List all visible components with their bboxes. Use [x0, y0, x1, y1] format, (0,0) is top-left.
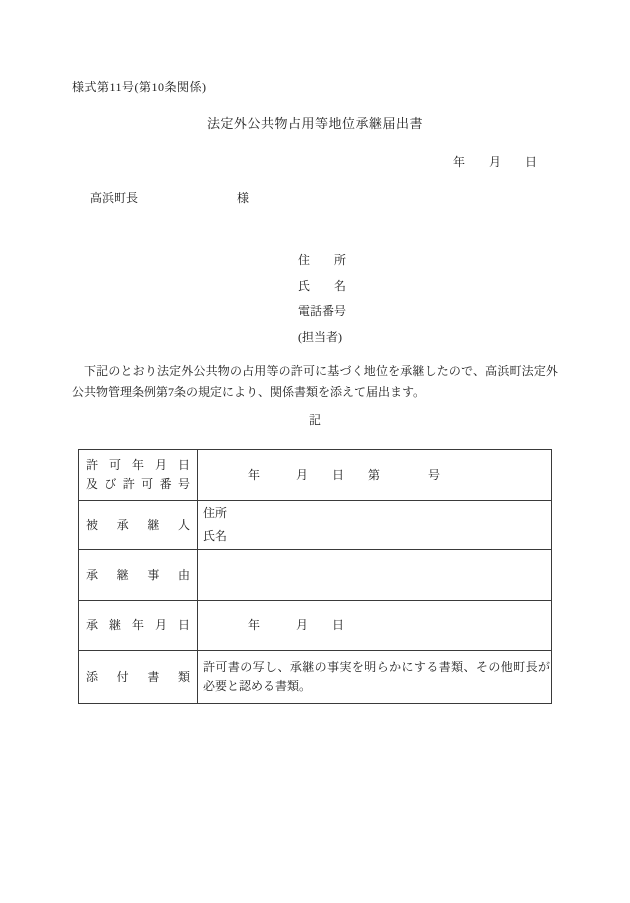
- document-title: 法定外公共物占用等地位承継届出書: [206, 116, 423, 131]
- sender-name-label: 氏 名: [298, 278, 347, 293]
- attachments-label-line: 添 付 書 類: [86, 669, 190, 684]
- table-row-succession-date: [79, 601, 552, 651]
- succession-reason-label-cell: [79, 550, 198, 601]
- attachments-label-cell: [79, 651, 198, 704]
- predecessor-name-label: 氏名: [203, 529, 228, 543]
- succession-date-label-cell: [79, 601, 198, 651]
- permit-table: [78, 449, 552, 704]
- predecessor-label-line: 被 承 継 人: [86, 517, 190, 532]
- table-row-predecessor: [79, 501, 552, 550]
- date-line: 年 月 日: [453, 155, 538, 169]
- addressee-honorific: 様: [237, 191, 250, 205]
- table-row-succession-reason: [79, 550, 552, 601]
- succession-reason-value-cell: [198, 550, 552, 601]
- succession-date-value: 年 月 日: [248, 618, 345, 632]
- predecessor-value-cell: [198, 501, 552, 550]
- permit-date-number-label-cell: [79, 450, 198, 501]
- table-row-permit-date-number: [79, 450, 552, 501]
- succession-reason-label-line: 承 継 事 由: [86, 567, 190, 582]
- attachments-value-cell: 許可書の写し、承継の事実を明らかにする書類、その他町長が必要と認める書類。: [198, 651, 552, 704]
- sender-contact-label: (担当者): [298, 330, 342, 345]
- sender-block: [298, 248, 346, 351]
- predecessor-label-cell: [79, 501, 198, 550]
- table-row-attachments: [79, 651, 552, 704]
- succession-date-label-line: 承 継 年 月 日: [86, 618, 190, 632]
- form-number: 様式第11号(第10条関係): [72, 80, 207, 94]
- sender-phone-label: 電話番号: [298, 304, 347, 319]
- succession-date-value-cell: [198, 601, 552, 651]
- permit-date-label-line: 許 可 年 月 日: [86, 458, 190, 472]
- body-paragraph: 下記のとおり法定外公共物の占用等の許可に基づく地位を承継したので、高浜町法定外公共物管理条例第7条の規定により、関係書類を添えて届出ます。: [72, 364, 558, 399]
- sender-address-label: 住 所: [298, 253, 347, 267]
- permit-number-label-line: 及 び 許 可 番 号: [86, 477, 190, 491]
- addressee-line: [90, 191, 249, 205]
- permit-date-number-value: 年 月 日 第 号: [248, 467, 441, 482]
- record-heading: 記: [308, 413, 321, 427]
- predecessor-address-label: 住所: [203, 506, 228, 520]
- permit-date-number-value-cell: [198, 450, 552, 501]
- addressee-name: 高浜町長: [90, 191, 139, 205]
